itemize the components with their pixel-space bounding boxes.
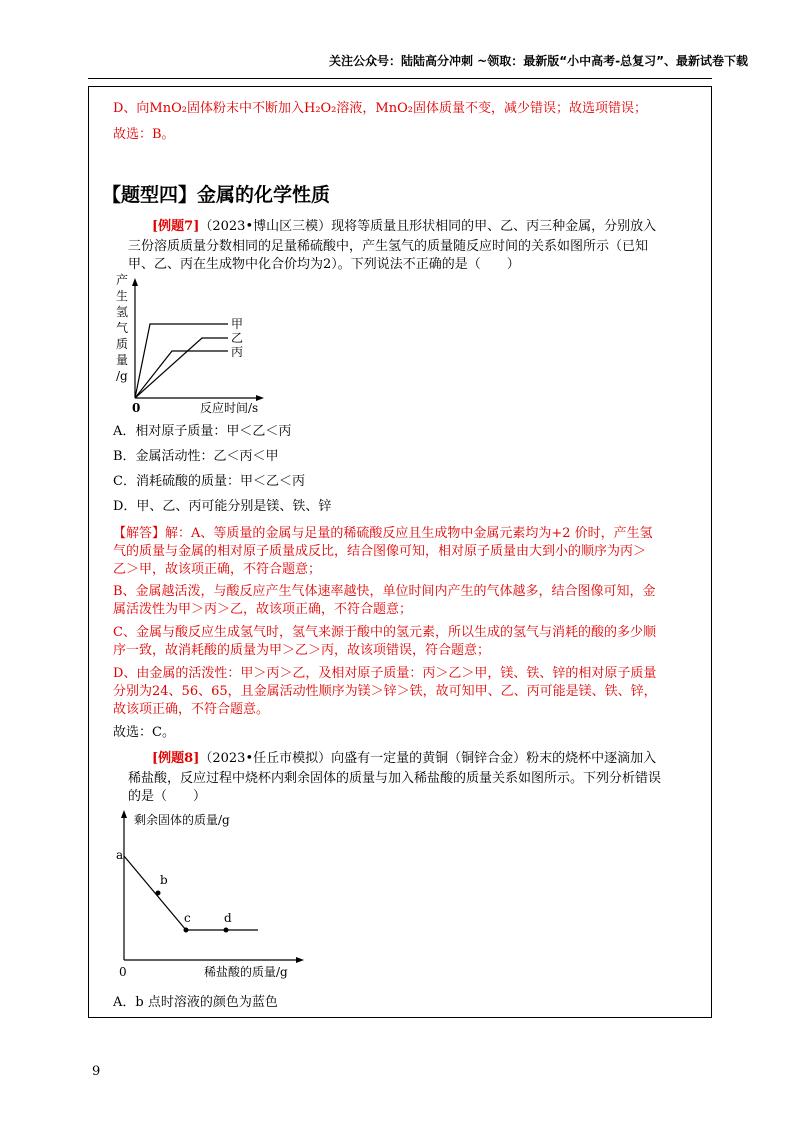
ex7-option-b: B．金属活动性：乙＜丙＜甲 [113, 449, 279, 464]
header-divider [88, 78, 712, 79]
ex8-label-d: d [224, 911, 232, 925]
ex8-point-c [184, 928, 189, 933]
page-number: 9 [92, 1064, 101, 1079]
ex7-origin: 0 [132, 401, 141, 415]
ex8-origin: 0 [119, 965, 127, 979]
ex8-data-line [124, 856, 258, 930]
page-header: 关注公众号：陆陆高分冲刺 ~领取：最新版“小中高考-总复习”、最新试卷下载 [329, 54, 748, 68]
ex7-solution-b2: 属活泼性为甲＞丙＞乙，故该项正确，不符合题意； [113, 602, 413, 617]
ex7-tag: [例题7] [152, 219, 200, 234]
ex7-solution-a1: 【解答】解：A、等质量的金属与足量的稀硫酸反应且生成物中金属元素均为+2 价时，产生氢 [113, 526, 653, 541]
ex8-point-b [156, 891, 161, 896]
ex7-xlabel: 反应时间/s [200, 401, 259, 415]
ex7-label-bing: 丙 [231, 345, 244, 359]
ex7-solution-b1: B、金属越活泼，与酸反应产生气体速率越快，单位时间内产生的气体越多，结合图像可知，金 [113, 584, 656, 599]
ex7-label-yi: 乙 [231, 331, 244, 345]
ex7-ylabel-char: 质 [116, 337, 129, 351]
ex7-series-bing [135, 351, 228, 398]
ex7-y-arrow [132, 278, 138, 286]
ex7-ylabel-char: 产 [116, 273, 129, 287]
ex8-line3: 的是（ ） [128, 789, 207, 804]
ex8-label-b: b [160, 873, 168, 887]
ex8-label-a: a [116, 848, 124, 862]
ex8-line1 [152, 750, 656, 768]
ex8-ylabel: 剩余固体的质量/g [134, 813, 230, 827]
ex7-ylabel-char: 量 [116, 353, 129, 367]
ex7-solution-d2: 分别为24、56、65，且金属活动性顺序为镁＞锌＞铁，故可知甲、乙、丙可能是镁、铁、锌， [113, 684, 657, 699]
ex7-option-c: C．消耗硫酸的质量：甲＜乙＜丙 [113, 474, 305, 489]
ex7-chart [110, 270, 290, 420]
ex7-solution-d1: D、由金属的活泼性：甲＞丙＞乙，及相对原子质量：丙＞乙＞甲，镁、铁、锌的相对原子质量 [113, 666, 657, 681]
ex7-x-arrow [256, 395, 264, 401]
ex7-solution-d3: 故该项正确，不符合题意。 [113, 702, 270, 717]
prev-option-d: D、向MnO₂固体粉末中不断加入H₂O₂溶液，MnO₂固体质量不变，减少错误；故选项错误； [113, 101, 647, 116]
ex7-option-d: D．甲、乙、丙可能分别是镁、铁、锌 [113, 499, 332, 514]
ex7-solution-c2: 序一致，故消耗酸的质量为甲＞乙＞丙，故该项错误，符合题意； [113, 643, 491, 658]
ex8-chart [110, 804, 330, 984]
ex7-solution-a2: 气的质量与金属的相对原子质量成反比，结合图像可知，相对原子质量由大到小的顺序为丙＞ [113, 544, 647, 559]
ex8-xlabel: 稀盐酸的质量/g [204, 965, 288, 979]
ex8-y-arrow [121, 810, 127, 818]
ex8-text1: （2023•任丘市模拟）向盛有一定量的黄铜（铜锌合金）粉末的烧杯中逐滴加入 [199, 751, 657, 766]
ex8-option-a: A．b 点时溶液的颜色为蓝色 [113, 995, 278, 1010]
ex8-label-c: c [184, 911, 191, 925]
ex7-yunit: /g [116, 369, 128, 383]
ex7-ylabel-char: 氢 [116, 305, 129, 319]
ex8-point-d [224, 928, 229, 933]
ex7-ylabel-char: 气 [116, 321, 129, 335]
ex8-x-arrow [296, 957, 304, 963]
ex7-label-jia: 甲 [231, 317, 244, 331]
ex7-ylabel-char: 生 [116, 289, 129, 303]
ex7-text1: （2023•博山区三模）现将等质量且形状相同的甲、乙、丙三种金属，分别放入 [199, 219, 657, 234]
ex7-series-yi [135, 338, 228, 398]
prev-answer: 故选：B。 [113, 127, 175, 142]
ex7-line3: 甲、乙、丙在生成物中化合价均为2）。下列说法不正确的是（ ） [128, 257, 520, 272]
ex7-line1 [152, 218, 656, 236]
section-title: 【题型四】金属的化学性质 [102, 184, 331, 206]
ex7-answer: 故选：C。 [113, 725, 175, 740]
ex7-solution-a3: 乙＞甲，故该项正确，不符合题意； [113, 562, 322, 577]
ex7-series-jia [135, 324, 228, 398]
ex7-option-a: A．相对原子质量：甲＜乙＜丙 [113, 424, 292, 439]
ex8-line2: 稀盐酸，反应过程中烧杯内剩余固体的质量与加入稀盐酸的质量关系如图所示。下列分析错误 [128, 771, 662, 786]
ex7-line2: 三份溶质质量分数相同的足量稀硫酸中，产生氢气的质量随反应时间的关系如图所示（已知 [128, 239, 649, 254]
ex7-solution-c1: C、金属与酸反应生成氢气时，氢气来源于酸中的氢元素，所以生成的氢气与消耗的酸的多少顺 [113, 625, 656, 640]
ex8-tag: [例题8] [152, 751, 200, 766]
